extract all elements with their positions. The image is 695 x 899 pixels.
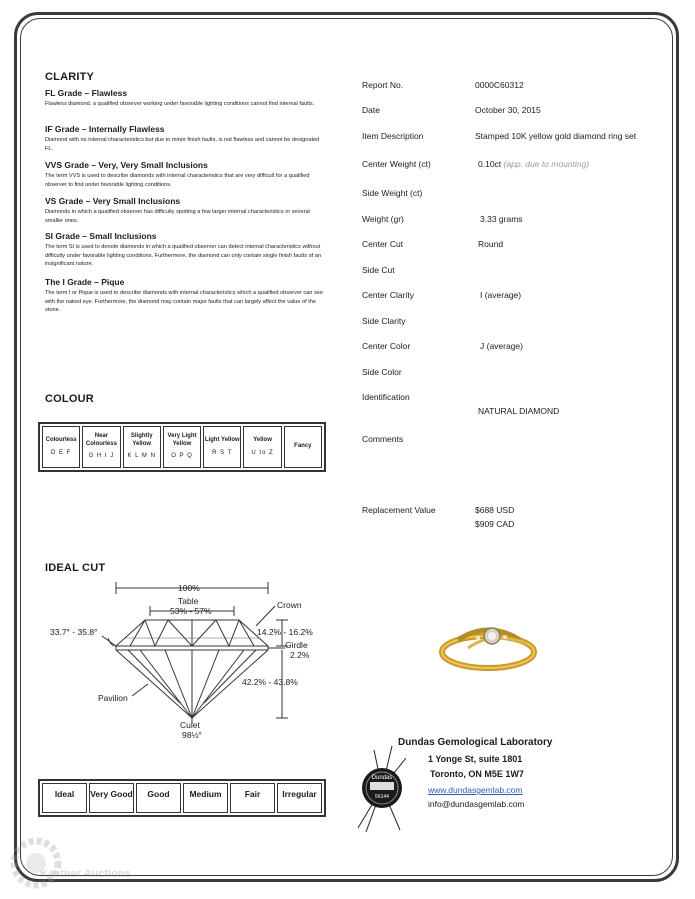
lab-website-link[interactable]: www.dundasgemlab.com <box>428 785 523 795</box>
table-range-label: 53% - 57% <box>170 606 212 616</box>
colour-cell-slightly-yellow <box>123 426 161 468</box>
center-color-label: Center Color <box>362 341 411 351</box>
colour-cell-range: O P Q <box>171 453 193 460</box>
cut-cell-ideal: Ideal <box>42 783 87 813</box>
lab-email: info@dundasgemlab.com <box>428 799 525 809</box>
colour-cell-very-light-yellow <box>163 426 201 468</box>
weight-gr-value: 3.33 grams <box>480 214 523 224</box>
cut-grade-table <box>38 779 326 817</box>
colour-cell-range: D E F <box>50 449 72 456</box>
diamond-proportions-diagram <box>30 578 340 746</box>
colour-cell-name: Slightly Yellow <box>130 433 153 447</box>
date-label: Date <box>362 105 380 115</box>
report-no-value: 0000C60312 <box>475 80 524 90</box>
center-clarity-value: I (average) <box>480 290 522 300</box>
colour-cell-name: Very Light Yellow <box>167 433 197 447</box>
center-weight-field <box>478 159 589 169</box>
colour-cell-name: Light Yellow <box>204 437 240 443</box>
colour-cell-name: Near Colourless <box>85 433 117 447</box>
seal-number: 56144 <box>375 794 389 800</box>
colour-cell-name: Fancy <box>294 443 312 450</box>
grade-vvs-title: VVS Grade – Very, Very Small Inclusions <box>45 160 208 170</box>
grade-si-desc: The term SI is used to denote diamonds in which a qualified observer can detect internal characteristics without difficulty under favorable lighting conditions. Furthermore, the diamond can only contain single finish faults of an insignificant nature. <box>45 244 322 268</box>
lab-name: Dundas Gemological Laboratory <box>398 737 553 748</box>
colour-cell-near-colourless <box>82 426 120 468</box>
grade-vs-desc: Diamonds in which a qualified observer has difficulty spotting a few larger internal characteristics or several smaller ones. <box>45 209 310 224</box>
center-color-value: J (average) <box>480 341 523 351</box>
cut-cell-irregular: Irregular <box>277 783 322 813</box>
identification-value: NATURAL DIAMOND <box>478 406 560 416</box>
replacement-value-cad: $909 CAD <box>475 519 515 529</box>
watermark-text: Kastner Auctions <box>40 868 131 880</box>
colour-cell-range: R S T <box>212 449 233 456</box>
colour-cell-name: Colourless <box>45 437 77 443</box>
item-description-value: Stamped 10K yellow gold diamond ring set <box>475 131 637 141</box>
colour-scale-table <box>38 422 326 472</box>
item-description-label: Item Description <box>362 131 424 141</box>
colour-cell-range: G H I J <box>88 453 115 460</box>
auction-watermark-logo <box>10 833 131 893</box>
weight-gr-label: Weight (gr) <box>362 214 404 224</box>
ideal-cut-heading: IDEAL CUT <box>45 562 106 574</box>
side-clarity-label: Side Clarity <box>362 316 406 326</box>
side-weight-label: Side Weight (ct) <box>362 188 423 198</box>
center-weight-value: 0.10ct <box>478 159 502 169</box>
grade-i-desc: The term I or Pique is used to describe diamonds with internal characteristics which a qualified observer can see with the naked eye. Furthermore, the diamond may contain major faults that can largely affect the value of the stone. <box>45 290 323 314</box>
center-clarity-label: Center Clarity <box>362 290 414 300</box>
grade-if-desc: Diamond with no internal characteristics but due to minor finish faults, is not flawless and cannot be designated FL. <box>45 137 320 152</box>
girdle-pct-label: 2.2% <box>290 650 310 660</box>
date-value: October 30, 2015 <box>475 105 541 115</box>
replacement-value-usd: $688 USD <box>475 505 515 515</box>
lab-address-line1: 1 Yonge St, suite 1801 <box>428 754 523 764</box>
cut-cell-medium: Medium <box>183 783 228 813</box>
cut-cell-fair: Fair <box>230 783 275 813</box>
grade-if-title: IF Grade – Internally Flawless <box>45 124 165 134</box>
crown-label: Crown <box>277 600 302 610</box>
seal-text: Dundas <box>371 775 393 781</box>
cut-cell-very-good: Very Good <box>89 783 134 813</box>
center-cut-value: Round <box>478 239 504 249</box>
clarity-heading: CLARITY <box>45 71 95 83</box>
grade-fl-desc: Flawless diamond, a qualified observer working under favorable lighting conditions cannot find internal faults. <box>45 101 315 107</box>
colour-cell-colourless <box>42 426 80 468</box>
table-label: Table <box>178 596 199 606</box>
culet-pct-label: 98½° <box>182 730 202 740</box>
grade-vvs-desc: The term VVS is used to describe diamonds with internal characteristics that are very difficult for a qualified observer to find under favorable lighting conditions. <box>45 173 310 188</box>
identification-label: Identification <box>362 392 410 402</box>
cut-cell-good: Good <box>136 783 181 813</box>
crown-angle-label: 33.7° - 35.8° <box>50 627 98 637</box>
grade-vs-title: VS Grade – Very Small Inclusions <box>45 196 181 206</box>
girdle-label: Girdle <box>285 640 308 650</box>
colour-cell-yellow <box>243 426 281 468</box>
comments-label: Comments <box>362 434 404 444</box>
colour-cell-light-yellow <box>203 426 241 468</box>
side-cut-label: Side Cut <box>362 265 395 275</box>
grade-fl-title: FL Grade – Flawless <box>45 88 128 98</box>
colour-heading: COLOUR <box>45 393 94 405</box>
report-no-label: Report No. <box>362 80 404 90</box>
center-weight-note: (app. due to mounting) <box>503 159 590 169</box>
replacement-value-label: Replacement Value <box>362 505 436 515</box>
total-width-label: 100% <box>178 583 200 593</box>
colour-cell-range: K L M N <box>127 453 156 460</box>
culet-label: Culet <box>180 720 200 730</box>
colour-cell-fancy <box>284 426 322 468</box>
lab-address-line2: Toronto, ON M5E 1W7 <box>430 769 524 779</box>
side-color-label: Side Color <box>362 367 402 377</box>
ring-photo <box>438 612 538 672</box>
colour-cell-name: Yellow <box>253 437 272 443</box>
pavilion-depth-label: 42.2% - 43.8% <box>242 677 298 687</box>
colour-cell-range: U to Z <box>251 449 274 456</box>
center-weight-label: Center Weight (ct) <box>362 159 431 169</box>
grade-si-title: SI Grade – Small Inclusions <box>45 231 157 241</box>
pavilion-label: Pavilion <box>98 693 128 703</box>
grade-i-title: The I Grade – Pique <box>45 277 125 287</box>
center-cut-label: Center Cut <box>362 239 404 249</box>
lab-seal-logo <box>352 742 412 834</box>
crown-height-label: 14.2% - 16.2% <box>257 627 313 637</box>
